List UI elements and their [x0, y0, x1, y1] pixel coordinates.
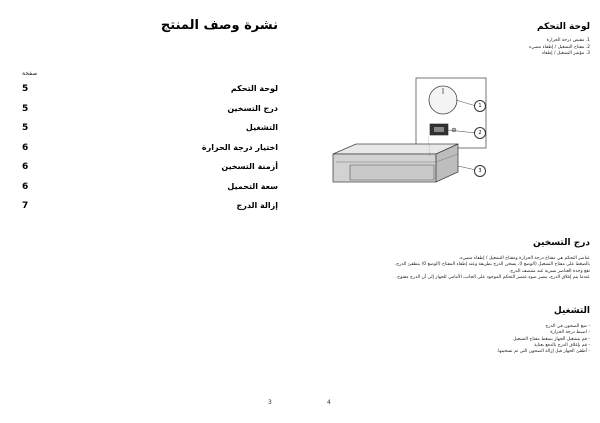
page-number-left: 3 [268, 399, 272, 406]
step-item: - اضبط درجة الحرارة [550, 330, 590, 336]
toc-item-page: 5 [22, 123, 29, 133]
toc-item[interactable] [22, 104, 278, 124]
toc-item-label: سعة التحميل [227, 181, 278, 191]
paragraph-line: عناصر التحكم هي مفتاح درجة الحرارة ومفتاح التشغيل / إطفاء مضيء. [458, 256, 590, 261]
paragraph-line: تقع وحدة العناصر بسرية عند منتصف الدرج. [508, 268, 590, 274]
warming-drawer-title: درج التسخين [533, 238, 590, 248]
callout-2: 2 [474, 127, 486, 139]
toc-item[interactable] [22, 143, 278, 163]
step-item: - ضع الصحون في الدرج [545, 324, 590, 329]
toc-item-page: 6 [22, 181, 29, 192]
legend-item: 3. مؤشر التشغيل / إطفاء [541, 51, 590, 56]
toc-title: نشرة وصف المنتج [160, 18, 278, 33]
step-item: - أطفئ الجهاز قبل إزالة الصحون التي تم تسخينها. [496, 349, 590, 355]
toc-page-header: صفحة [22, 70, 38, 77]
toc-item[interactable] [22, 123, 278, 143]
toc-item-label: لوحة التحكم [230, 84, 278, 93]
toc-item-page: 5 [22, 84, 29, 94]
toc-item-label: درج التسخين [227, 103, 278, 113]
step-item: - قم بتشغيل الجهاز بضغط مفتاح التشغيل [513, 336, 590, 342]
toc-item-page: 7 [22, 201, 29, 211]
paragraph-line: عندما يتم إغلاق الدرج، يشير ضوء عنصر التحكم الموجود على الجانب الأمامي للجهاز إلى أن الدرج مفتوح. [395, 274, 590, 280]
toc-item-label: اختيار درجة الحرارة [201, 142, 278, 152]
toc-item-page: 5 [22, 103, 29, 114]
warming-drawer-text [340, 256, 590, 281]
legend-item: 1. مقبض درجة الحرارة [546, 38, 590, 43]
operation-steps [340, 324, 590, 355]
toc-item-page: 6 [22, 162, 29, 172]
toc-item-label: إزالة الدرج [236, 201, 278, 210]
step-item: - قم بإغلاق الدرج بالدفع بعناية [534, 342, 590, 348]
toc-item[interactable] [22, 162, 278, 182]
paragraph-line: بالضغط على مفتاح التشغيل (الوضع I)، يسخن الدرج بطريقة وعند إطفاء المفتاح (الوضع 0) ينطفئ الدرج. [394, 262, 590, 268]
toc-item-label: أزمنة التسخين [221, 162, 278, 171]
toc-item-label: التشغيل [245, 123, 278, 132]
toc-list [22, 84, 278, 221]
page-number-right: 4 [327, 399, 331, 406]
operation-title: التشغيل [553, 306, 590, 316]
toc-item[interactable] [22, 84, 278, 104]
content-page [300, 0, 600, 423]
legend-item: 2. مفتاح التشغيل / إطفاء مضيء [529, 44, 590, 50]
toc-item[interactable] [22, 201, 278, 221]
toc-item[interactable] [22, 182, 278, 202]
control-panel-legend [470, 38, 590, 58]
toc-item-page: 6 [22, 142, 29, 153]
control-panel-title: لوحة التحكم [536, 22, 590, 32]
warming-drawer-diagram [328, 70, 508, 200]
callout-3: 3 [474, 165, 486, 177]
callout-1: 1 [474, 100, 486, 112]
